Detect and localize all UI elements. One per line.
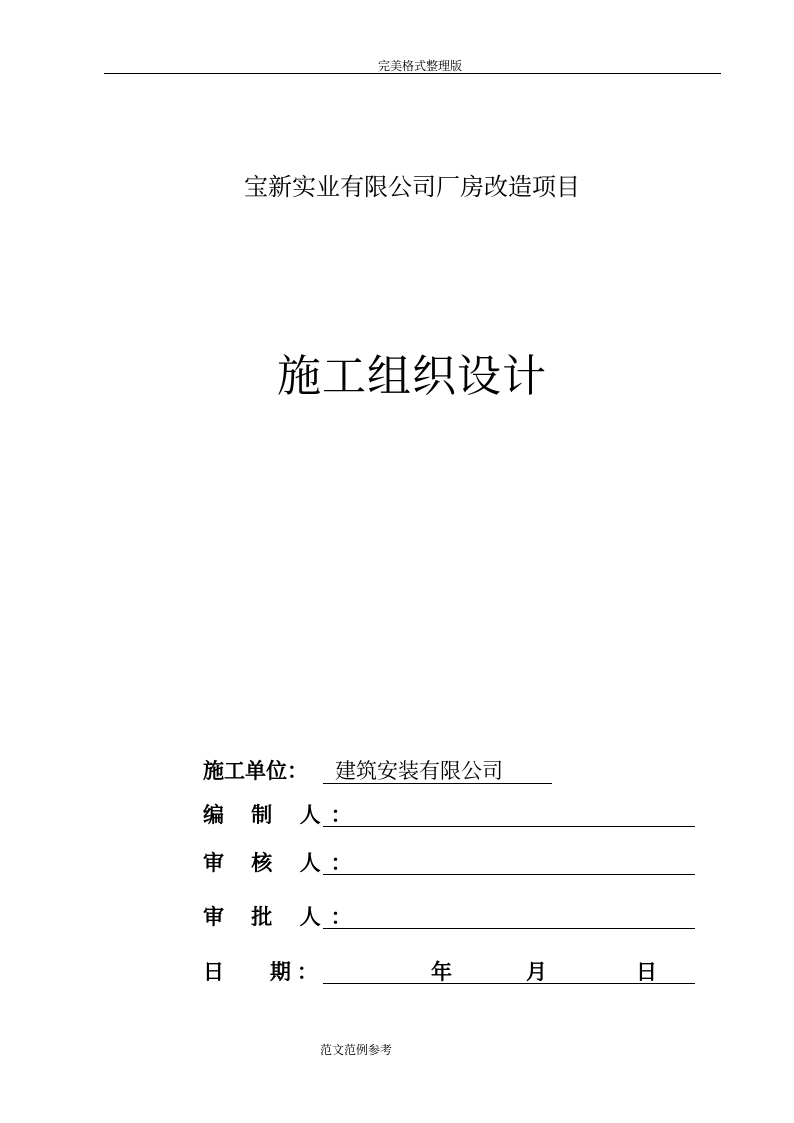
date-label: 日 期： [203, 959, 324, 984]
editor-underline [323, 826, 695, 827]
reviewer-underline [323, 874, 695, 875]
date-day-label: 日 [636, 959, 657, 984]
document-title: 施工组织设计 [277, 351, 547, 402]
date-field [203, 957, 698, 987]
date-month-label: 月 [526, 959, 547, 984]
date-year-label: 年 [431, 959, 452, 984]
construction-unit-value: 建筑安装有限公司 [335, 759, 503, 783]
construction-unit-label: 施工单位： [203, 758, 308, 783]
approver-underline [323, 928, 695, 929]
reviewer-label: 审 核 人： [203, 850, 362, 875]
editor-label: 编 制 人： [203, 802, 362, 827]
page-footer-text: 范文范例参考 [320, 1043, 393, 1057]
date-underline [323, 983, 695, 984]
reviewer-field [203, 848, 698, 878]
approver-field [203, 902, 698, 932]
construction-unit-underline [323, 783, 552, 784]
approver-label: 审 批 人： [203, 904, 362, 929]
construction-unit-field [203, 756, 563, 786]
page-header-text: 完美格式整理版 [378, 59, 463, 73]
project-title: 宝新实业有限公司厂房改造项目 [244, 173, 580, 201]
editor-field [203, 800, 698, 830]
header-divider [104, 73, 721, 74]
